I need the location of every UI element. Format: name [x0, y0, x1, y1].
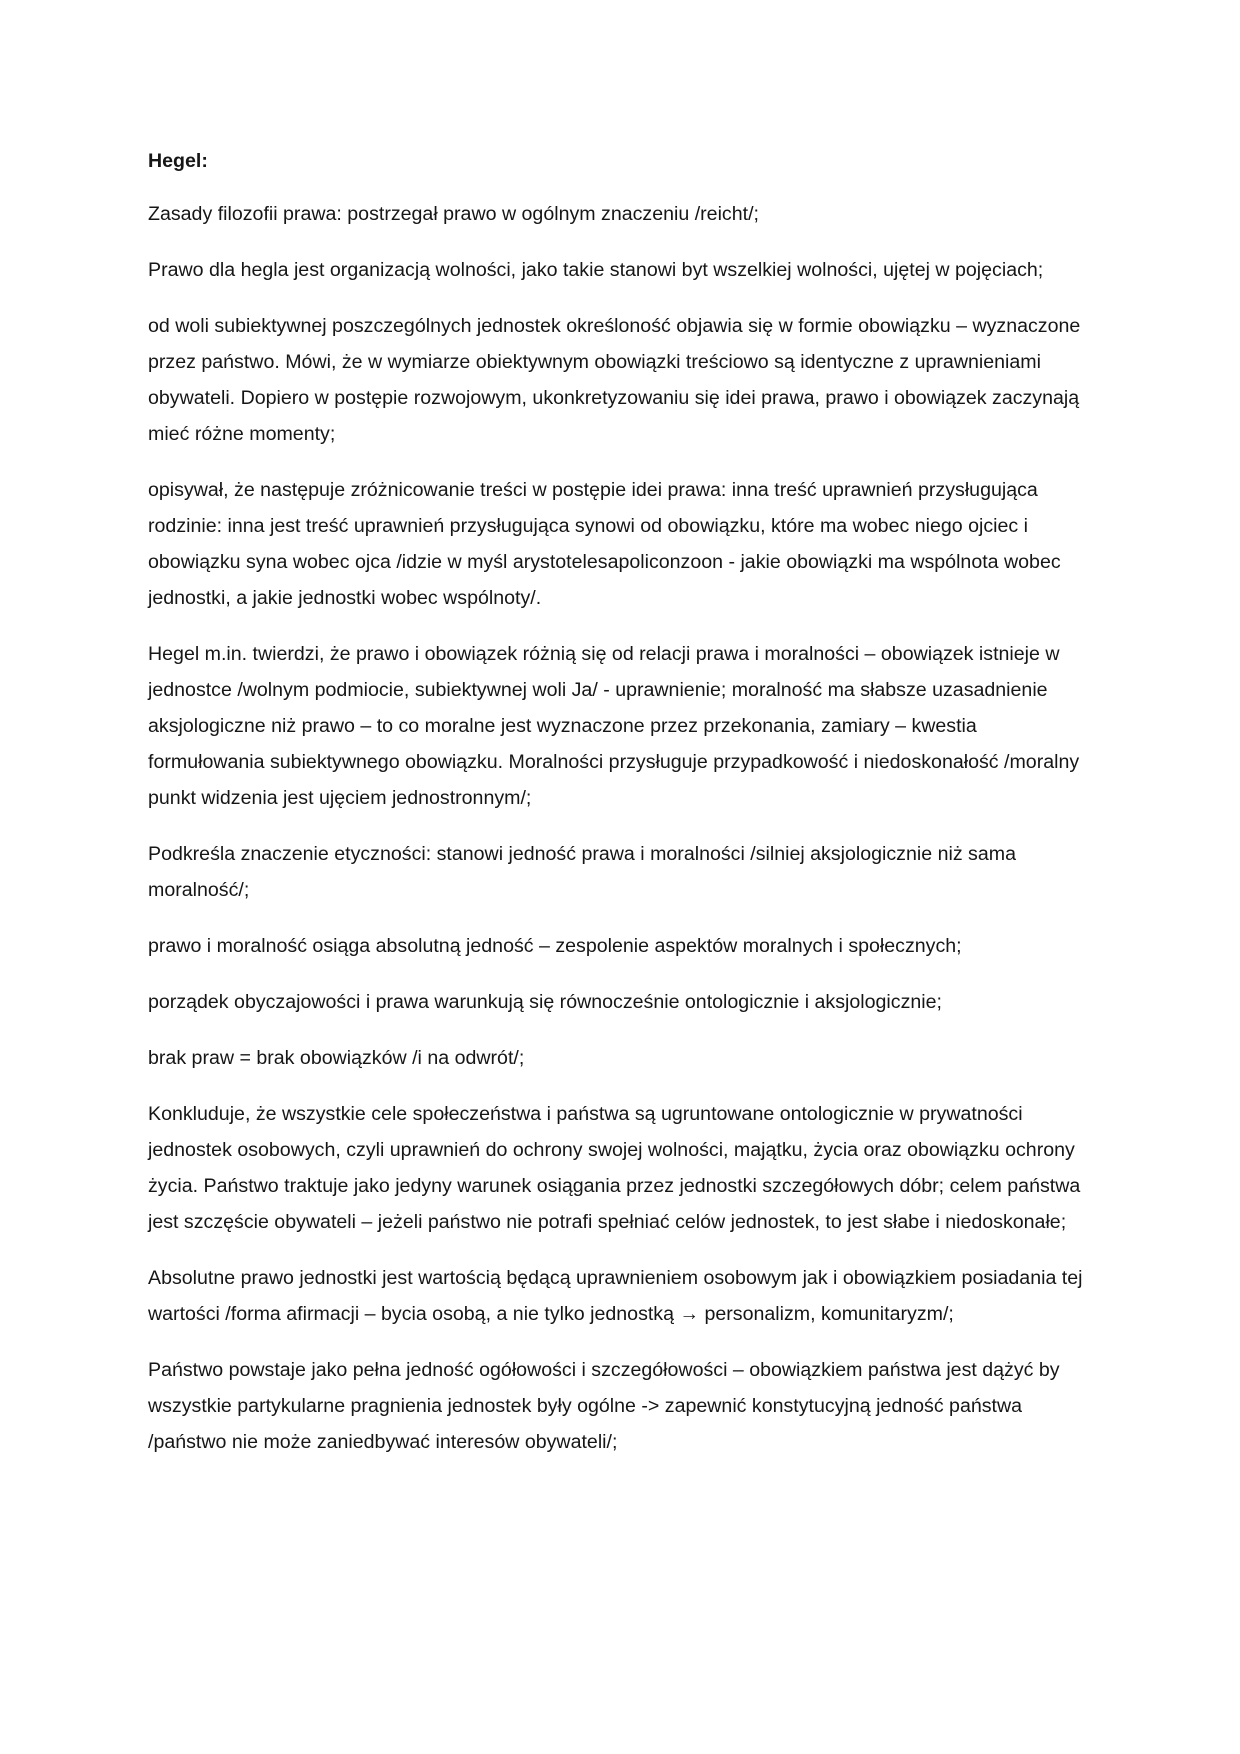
- document-page: [148, 146, 1098, 1480]
- paragraph: Hegel m.in. twierdzi, że prawo i obowiązek różnią się od relacji prawa i moralności – obowiązek istnieje w jednostce /wolnym podmiocie, subiektywnej woli Ja/ - uprawnienie; moralność ma słabsze uzasadnienie aksjologiczne niż prawo – to co moralne jest wyznaczone przez przekonania, zamiary – kwestia formułowania subiektywnego obowiązku. Moralności przysługuje przypadkowość i niedoskonałość /moralny punkt widzenia jest ujęciem jednostronnym/;: [148, 643, 1080, 809]
- paragraph: opisywał, że następuje zróżnicowanie treści w postępie idei prawa: inna treść uprawnień przysługująca rodzinie: inna jest treść uprawnień przysługująca synowi od obowiązku, które ma wobec niego ojciec i obowiązku syna wobec ojca /idzie w myśl arystotelesapoliconzoon - jakie obowiązki ma wspólnota wobec jednostki, a jakie jednostki wobec wspólnoty/.: [148, 479, 1061, 609]
- paragraph: Państwo powstaje jako pełna jedność ogółowości i szczegółowości – obowiązkiem państwa jest dążyć by wszystkie partykularne pragnienia jednostek były ogólne -> zapewnić konstytucyjną jedność państwa /państwo nie może zaniedbywać interesów obywateli/;: [148, 1359, 1060, 1453]
- paragraph: Podkreśla znaczenie etyczności: stanowi jedność prawa i moralności /silniej aksjologicznie niż sama moralność/;: [148, 843, 1016, 901]
- paragraph: Zasady filozofii prawa: postrzegał prawo w ogólnym znaczeniu /reicht/;: [148, 203, 759, 225]
- paragraph: porządek obyczajowości i prawa warunkują się równocześnie ontologicznie i aksjologicznie;: [148, 991, 942, 1013]
- paragraph: prawo i moralność osiąga absolutną jedność – zespolenie aspektów moralnych i społecznych;: [148, 935, 962, 957]
- paragraph: Prawo dla hegla jest organizacją wolności, jako takie stanowi byt wszelkiej wolności, ujętej w pojęciach;: [148, 259, 1044, 281]
- document-title: Hegel:: [148, 150, 208, 172]
- paragraph: od woli subiektywnej poszczególnych jednostek określoność objawia się w formie obowiązku – wyznaczone przez państwo. Mówi, że w wymiarze obiektywnym obowiązki treściowo są identyczne z uprawnieniami obywateli. Dopiero w postępie rozwojowym, ukonkretyzowaniu się idei prawa, prawo i obowiązek zaczynają mieć różne momenty;: [148, 315, 1081, 445]
- paragraph: Konkluduje, że wszystkie cele społeczeństwa i państwa są ugruntowane ontologicznie w prywatności jednostek osobowych, czyli uprawnień do ochrony swojej wolności, majątku, życia oraz obowiązku ochrony życia. Państwo traktuje jako jedyny warunek osiągania przez jednostki szczegółowych dóbr; celem państwa jest szczęście obywateli – jeżeli państwo nie potrafi spełniać celów jednostek, to jest słabe i niedoskonałe;: [148, 1103, 1081, 1233]
- paragraph: Absolutne prawo jednostki jest wartością będącą uprawnieniem osobowym jak i obowiązkiem posiadania tej wartości /forma afirmacji – bycia osobą, a nie tylko jednostką → personalizm, komunitaryzm/;: [148, 1267, 1083, 1325]
- paragraph: brak praw = brak obowiązków /i na odwrót/;: [148, 1047, 525, 1069]
